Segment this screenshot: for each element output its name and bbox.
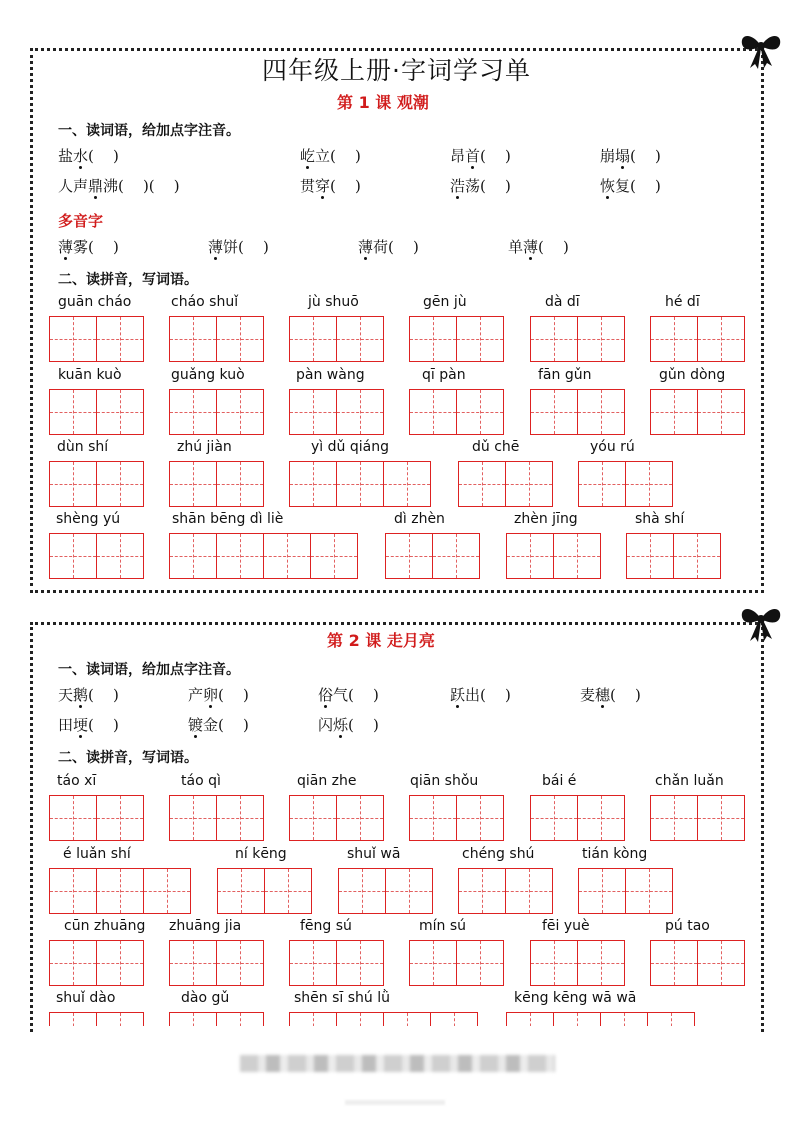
word-part: 首 xyxy=(465,147,481,165)
writing-grid[interactable] xyxy=(49,1012,144,1026)
writing-grid[interactable] xyxy=(650,389,745,435)
writing-cell[interactable] xyxy=(697,940,745,986)
writing-grid[interactable] xyxy=(169,533,358,579)
word-part: 单 xyxy=(508,238,524,256)
writing-grid[interactable] xyxy=(626,533,721,579)
pinyin-label: hé dī xyxy=(665,294,700,310)
writing-cell[interactable] xyxy=(169,389,217,435)
writing-cell[interactable] xyxy=(49,940,97,986)
writing-cell[interactable] xyxy=(383,461,431,507)
writing-cell[interactable] xyxy=(49,868,97,914)
section-2-heading: 二、读拼音，写词语。 xyxy=(58,272,198,288)
writing-cell[interactable] xyxy=(169,795,217,841)
word-part: 天 xyxy=(58,686,74,704)
writing-grid[interactable] xyxy=(409,316,504,362)
writing-grid[interactable] xyxy=(49,940,144,986)
pinyin-label: tián kòng xyxy=(582,846,648,862)
writing-grid[interactable] xyxy=(650,316,745,362)
pinyin-label: dǔ chē xyxy=(472,439,520,455)
writing-cell[interactable] xyxy=(96,533,144,579)
writing-cell[interactable] xyxy=(530,940,578,986)
word-part: 薄 xyxy=(358,238,374,256)
writing-cell[interactable] xyxy=(409,795,457,841)
writing-cell[interactable] xyxy=(169,316,217,362)
writing-cell[interactable] xyxy=(96,868,144,914)
writing-cell[interactable] xyxy=(458,868,506,914)
word-part: 闪 xyxy=(318,716,334,734)
pinyin-label: zhú jiàn xyxy=(177,439,232,455)
writing-cell[interactable] xyxy=(216,1012,264,1026)
writing-grid[interactable] xyxy=(289,1012,478,1026)
word-part: 鹅 xyxy=(73,686,89,704)
writing-cell[interactable] xyxy=(650,795,698,841)
writing-cell[interactable] xyxy=(505,461,553,507)
page-title: 四年级上册·字词学习单 xyxy=(262,56,531,85)
word-part: 荡( ) xyxy=(465,177,511,195)
pinyin-label: dùn shí xyxy=(57,439,109,455)
writing-cell[interactable] xyxy=(336,389,384,435)
writing-cell[interactable] xyxy=(577,316,625,362)
word-part: 饼( ) xyxy=(223,238,269,256)
writing-grid[interactable] xyxy=(530,389,625,435)
pinyin-label: fēi yuè xyxy=(542,918,590,934)
writing-cell[interactable] xyxy=(409,389,457,435)
word-part: 崩 xyxy=(600,147,616,165)
word-part: 穗 xyxy=(595,686,611,704)
writing-cell[interactable] xyxy=(96,316,144,362)
writing-cell[interactable] xyxy=(143,868,191,914)
word-part: ( ) xyxy=(88,686,119,704)
writing-cell[interactable] xyxy=(530,389,578,435)
writing-cell[interactable] xyxy=(385,868,433,914)
writing-cell[interactable] xyxy=(96,795,144,841)
writing-grid[interactable] xyxy=(506,533,601,579)
writing-cell[interactable] xyxy=(49,533,97,579)
pinyin-label: dì zhèn xyxy=(394,511,445,527)
writing-cell[interactable] xyxy=(577,795,625,841)
vocab-word xyxy=(600,145,661,166)
word-part: 荷( ) xyxy=(373,238,419,256)
section-1-heading: 一、读词语，给加点字注音。 xyxy=(58,662,240,678)
blurred-footer-line xyxy=(345,1100,445,1105)
pinyin-label: yì dǔ qiáng xyxy=(311,439,389,455)
vocab-word xyxy=(188,684,249,705)
pinyin-label: shān bēng dì liè xyxy=(172,511,284,527)
vocab-word xyxy=(208,236,269,257)
writing-cell[interactable] xyxy=(625,461,673,507)
vocab-word xyxy=(600,175,661,196)
pinyin-label: gǔn dòng xyxy=(659,367,726,383)
writing-cell[interactable] xyxy=(456,940,504,986)
writing-cell[interactable] xyxy=(96,461,144,507)
pinyin-label: shuǐ dào xyxy=(56,990,116,1006)
word-part: ( ) xyxy=(610,686,641,704)
word-part: ( ) xyxy=(330,177,361,195)
writing-grid[interactable] xyxy=(49,868,191,914)
writing-cell[interactable] xyxy=(289,461,337,507)
word-part: ( ) xyxy=(538,238,569,256)
pinyin-label: pàn wàng xyxy=(296,367,365,383)
writing-cell[interactable] xyxy=(216,389,264,435)
writing-cell[interactable] xyxy=(289,1012,337,1026)
writing-cell[interactable] xyxy=(647,1012,695,1026)
writing-cell[interactable] xyxy=(49,316,97,362)
writing-cell[interactable] xyxy=(456,316,504,362)
vocab-word xyxy=(508,236,569,257)
word-part: 镀 xyxy=(188,716,204,734)
writing-grid[interactable] xyxy=(169,389,264,435)
writing-cell[interactable] xyxy=(49,461,97,507)
vocab-word xyxy=(58,145,119,166)
writing-cell[interactable] xyxy=(383,1012,431,1026)
pinyin-label: qī pàn xyxy=(422,367,466,383)
writing-cell[interactable] xyxy=(338,868,386,914)
writing-grid[interactable] xyxy=(385,533,480,579)
pinyin-label: cūn zhuāng xyxy=(64,918,146,934)
word-part: 产 xyxy=(188,686,204,704)
word-part: 气( ) xyxy=(333,686,379,704)
vocab-word xyxy=(300,145,361,166)
word-part: ( ) xyxy=(88,716,119,734)
writing-cell[interactable] xyxy=(216,461,264,507)
pinyin-label: zhèn jīng xyxy=(514,511,578,527)
writing-grid[interactable] xyxy=(289,461,431,507)
writing-cell[interactable] xyxy=(96,940,144,986)
pinyin-label: guǎng kuò xyxy=(171,367,245,383)
vocab-word xyxy=(58,236,119,257)
writing-grid[interactable] xyxy=(289,316,384,362)
vocab-word xyxy=(450,684,511,705)
word-part: 穿 xyxy=(315,177,331,195)
writing-cell[interactable] xyxy=(456,795,504,841)
vocab-word xyxy=(188,714,249,735)
word-part: 卵 xyxy=(203,686,219,704)
writing-cell[interactable] xyxy=(49,795,97,841)
writing-grid[interactable] xyxy=(169,1012,264,1026)
word-part: 跃 xyxy=(450,686,466,704)
writing-cell[interactable] xyxy=(409,940,457,986)
vocab-word xyxy=(58,175,180,196)
writing-cell[interactable] xyxy=(673,533,721,579)
polyphonic-label: 多音字 xyxy=(58,212,104,230)
pinyin-label: guān cháo xyxy=(58,294,132,310)
writing-grid[interactable] xyxy=(49,389,144,435)
pinyin-label: chǎn luǎn xyxy=(655,773,724,789)
pinyin-label: dà dī xyxy=(545,294,580,310)
writing-cell[interactable] xyxy=(263,533,311,579)
writing-cell[interactable] xyxy=(409,316,457,362)
writing-cell[interactable] xyxy=(336,940,384,986)
writing-cell[interactable] xyxy=(217,868,265,914)
vocab-word xyxy=(58,714,119,735)
word-part: 鼎 xyxy=(88,177,104,195)
word-part: 薄 xyxy=(58,238,74,256)
writing-grid[interactable] xyxy=(49,461,144,507)
vocab-word xyxy=(450,145,511,166)
writing-cell[interactable] xyxy=(336,1012,384,1026)
lesson-1-heading: 第 1 课 观潮 xyxy=(337,93,429,112)
vocab-word xyxy=(318,684,379,705)
pinyin-label: táo qì xyxy=(181,773,221,789)
word-part: 沸( )( ) xyxy=(103,177,180,195)
writing-cell[interactable] xyxy=(169,533,217,579)
writing-grid[interactable] xyxy=(506,1012,695,1026)
word-part: 恢 xyxy=(600,177,616,195)
writing-cell[interactable] xyxy=(530,316,578,362)
writing-grid[interactable] xyxy=(458,461,553,507)
writing-cell[interactable] xyxy=(289,389,337,435)
pinyin-label: cháo shuǐ xyxy=(171,294,239,310)
word-part: 立( ) xyxy=(315,147,361,165)
writing-cell[interactable] xyxy=(169,1012,217,1026)
writing-cell[interactable] xyxy=(96,1012,144,1026)
writing-cell[interactable] xyxy=(49,1012,97,1026)
vocab-word xyxy=(318,714,379,735)
writing-grid[interactable] xyxy=(578,868,673,914)
pinyin-label: dào gǔ xyxy=(181,990,230,1006)
writing-cell[interactable] xyxy=(96,389,144,435)
writing-grid[interactable] xyxy=(650,795,745,841)
pinyin-label: bái é xyxy=(542,773,577,789)
writing-cell[interactable] xyxy=(650,316,698,362)
writing-grid[interactable] xyxy=(49,795,144,841)
writing-cell[interactable] xyxy=(169,461,217,507)
writing-cell[interactable] xyxy=(336,461,384,507)
writing-grid[interactable] xyxy=(289,940,384,986)
pinyin-label: qiān zhe xyxy=(297,773,357,789)
word-part: 雾( ) xyxy=(73,238,119,256)
writing-grid[interactable] xyxy=(169,795,264,841)
word-part: 人声 xyxy=(58,177,89,195)
writing-cell[interactable] xyxy=(578,868,626,914)
writing-cell[interactable] xyxy=(577,389,625,435)
word-part: 贯 xyxy=(300,177,316,195)
writing-cell[interactable] xyxy=(577,940,625,986)
word-part: 复( ) xyxy=(615,177,661,195)
writing-cell[interactable] xyxy=(697,316,745,362)
writing-cell[interactable] xyxy=(264,868,312,914)
writing-cell[interactable] xyxy=(506,533,554,579)
pinyin-label: gēn jù xyxy=(423,294,467,310)
writing-cell[interactable] xyxy=(216,795,264,841)
writing-grid[interactable] xyxy=(458,868,553,914)
writing-cell[interactable] xyxy=(385,533,433,579)
writing-grid[interactable] xyxy=(49,316,144,362)
writing-cell[interactable] xyxy=(697,795,745,841)
writing-cell[interactable] xyxy=(336,795,384,841)
writing-cell[interactable] xyxy=(625,868,673,914)
pinyin-label: chéng shú xyxy=(462,846,535,862)
writing-grid[interactable] xyxy=(409,795,504,841)
vocab-word xyxy=(58,684,119,705)
vocab-word xyxy=(450,175,511,196)
writing-cell[interactable] xyxy=(578,461,626,507)
pinyin-label: kēng kēng wā wā xyxy=(514,990,637,1006)
pinyin-label: zhuāng jia xyxy=(169,918,242,934)
lesson-2-heading: 第 2 课 走月亮 xyxy=(327,631,435,650)
vocab-word xyxy=(358,236,419,257)
word-part: 薄 xyxy=(208,238,224,256)
pinyin-label: shà shí xyxy=(635,511,685,527)
writing-grid[interactable] xyxy=(169,940,264,986)
writing-grid[interactable] xyxy=(169,461,264,507)
writing-cell[interactable] xyxy=(432,533,480,579)
writing-cell[interactable] xyxy=(289,795,337,841)
pinyin-label: qiān shǒu xyxy=(410,773,479,789)
word-part: 薄 xyxy=(523,238,539,256)
word-part: 田 xyxy=(58,716,74,734)
writing-cell[interactable] xyxy=(49,389,97,435)
word-part: 烁 xyxy=(333,716,349,734)
word-part: 浩 xyxy=(450,177,466,195)
word-part: 盐 xyxy=(58,147,74,165)
writing-grid[interactable] xyxy=(49,533,144,579)
word-part: ( ) xyxy=(630,147,661,165)
writing-cell[interactable] xyxy=(289,940,337,986)
pinyin-label: shèng yú xyxy=(56,511,121,527)
writing-cell[interactable] xyxy=(336,316,384,362)
writing-cell[interactable] xyxy=(289,316,337,362)
vocab-word xyxy=(580,684,641,705)
pinyin-label: jù shuō xyxy=(308,294,359,310)
word-part: ( ) xyxy=(88,147,119,165)
writing-cell[interactable] xyxy=(430,1012,478,1026)
writing-grid[interactable] xyxy=(530,940,625,986)
writing-cell[interactable] xyxy=(169,940,217,986)
bow-icon xyxy=(738,603,784,643)
word-part: ( ) xyxy=(218,686,249,704)
writing-cell[interactable] xyxy=(697,389,745,435)
pinyin-label: fān gǔn xyxy=(538,367,592,383)
writing-grid[interactable] xyxy=(409,389,504,435)
word-part: 昂 xyxy=(450,147,466,165)
word-part: 金( ) xyxy=(203,716,249,734)
word-part: 塌 xyxy=(615,147,631,165)
word-part: 埂 xyxy=(73,716,89,734)
word-part: 屹 xyxy=(300,147,316,165)
vocab-word xyxy=(300,175,361,196)
writing-grid[interactable] xyxy=(217,868,312,914)
writing-cell[interactable] xyxy=(310,533,358,579)
word-part: ( ) xyxy=(348,716,379,734)
writing-cell[interactable] xyxy=(216,940,264,986)
word-part: 出( ) xyxy=(465,686,511,704)
writing-cell[interactable] xyxy=(505,868,553,914)
pinyin-label: shēn sī shú lǜ xyxy=(294,990,390,1006)
pinyin-label: mín sú xyxy=(419,918,467,934)
writing-cell[interactable] xyxy=(626,533,674,579)
blurred-footer xyxy=(240,1055,555,1072)
writing-cell[interactable] xyxy=(216,533,264,579)
writing-grid[interactable] xyxy=(409,940,504,986)
writing-cell[interactable] xyxy=(458,461,506,507)
pinyin-label: pú tao xyxy=(665,918,710,934)
writing-cell[interactable] xyxy=(650,940,698,986)
writing-grid[interactable] xyxy=(169,316,264,362)
pinyin-label: fēng sú xyxy=(300,918,352,934)
writing-cell[interactable] xyxy=(456,389,504,435)
writing-cell[interactable] xyxy=(216,316,264,362)
writing-cell[interactable] xyxy=(553,1012,601,1026)
writing-grid[interactable] xyxy=(289,795,384,841)
word-part: 水 xyxy=(73,147,89,165)
pinyin-label: yóu rú xyxy=(590,439,635,455)
writing-cell[interactable] xyxy=(506,1012,554,1026)
pinyin-label: táo xī xyxy=(57,773,97,789)
writing-grid[interactable] xyxy=(289,389,384,435)
writing-grid[interactable] xyxy=(530,795,625,841)
pinyin-label: kuān kuò xyxy=(58,367,122,383)
writing-grid[interactable] xyxy=(338,868,433,914)
writing-grid[interactable] xyxy=(650,940,745,986)
writing-cell[interactable] xyxy=(553,533,601,579)
word-part: ( ) xyxy=(480,147,511,165)
pinyin-label: é luǎn shí xyxy=(63,846,131,862)
writing-cell[interactable] xyxy=(600,1012,648,1026)
writing-grid[interactable] xyxy=(530,316,625,362)
section-1-heading: 一、读词语，给加点字注音。 xyxy=(58,123,240,139)
pinyin-label: ní kēng xyxy=(235,846,287,862)
writing-cell[interactable] xyxy=(650,389,698,435)
writing-cell[interactable] xyxy=(530,795,578,841)
writing-grid[interactable] xyxy=(578,461,673,507)
pinyin-label: shuǐ wā xyxy=(347,846,401,862)
section-2-heading: 二、读拼音，写词语。 xyxy=(58,750,198,766)
word-part: 俗 xyxy=(318,686,334,704)
word-part: 麦 xyxy=(580,686,596,704)
